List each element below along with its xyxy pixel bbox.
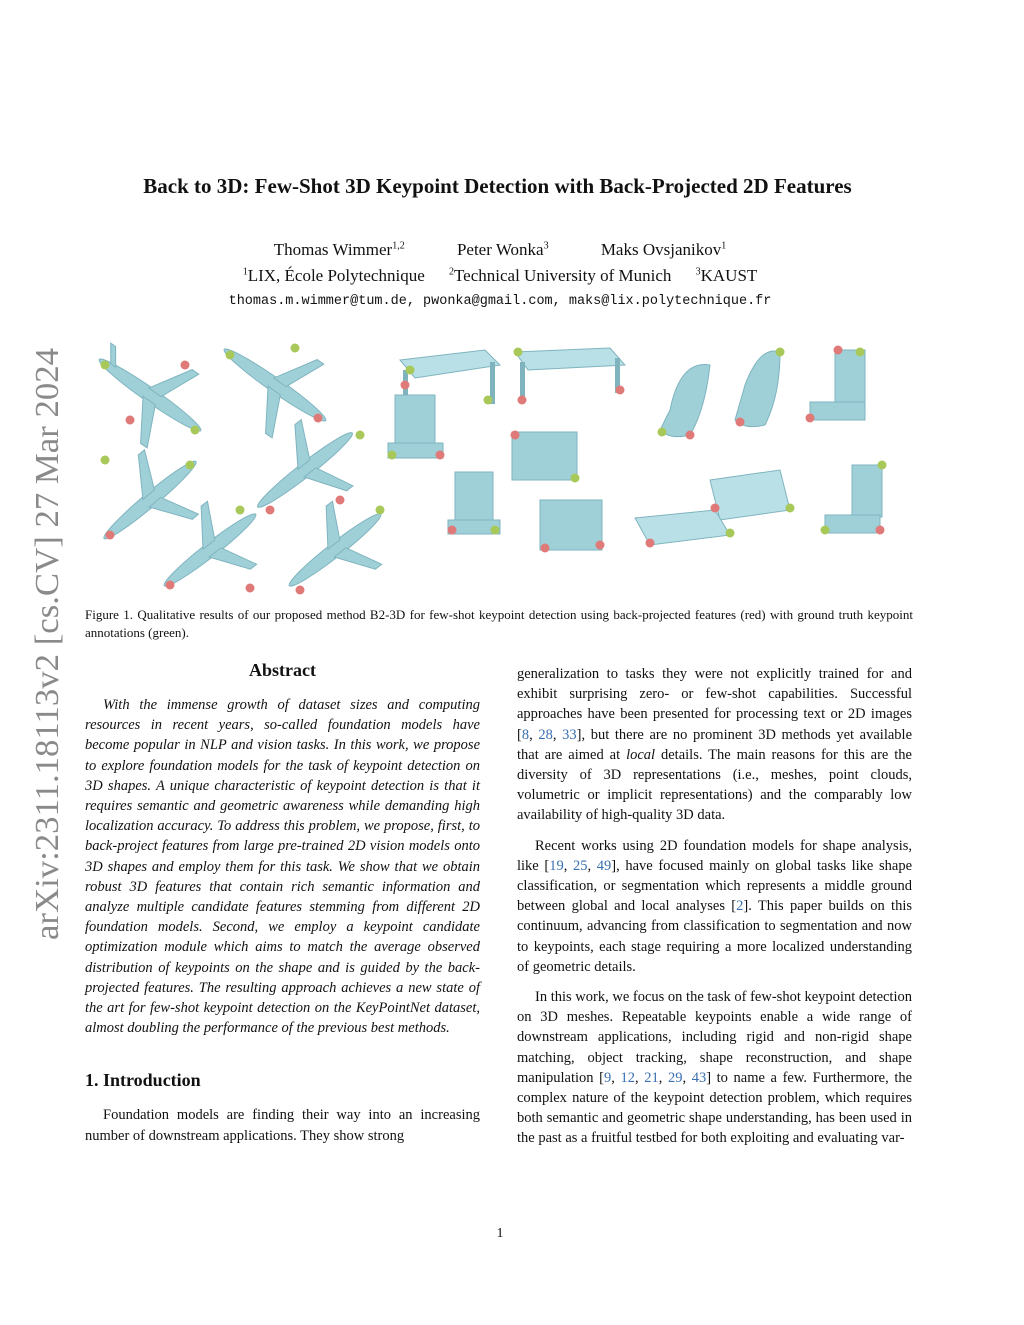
ground-truth-keypoint xyxy=(856,348,865,357)
ground-truth-keypoint xyxy=(571,474,580,483)
abstract-heading: Abstract xyxy=(249,660,316,680)
predicted-keypoint xyxy=(106,531,115,540)
predicted-keypoint xyxy=(511,431,520,440)
paper-title: Back to 3D: Few-Shot 3D Keypoint Detection with Back-Projected 2D Features xyxy=(143,174,852,198)
right-column xyxy=(517,664,912,1159)
ground-truth-keypoint xyxy=(291,344,300,353)
ground-truth-keypoint xyxy=(101,456,110,465)
citation-link[interactable]: 25 xyxy=(572,857,588,874)
citation-link[interactable]: 8 xyxy=(521,726,530,743)
author: Maks Ovsjanikov$^1$ xyxy=(600,240,727,259)
ground-truth-keypoint xyxy=(356,431,365,440)
affiliation: $^3$KAUST xyxy=(695,266,758,285)
predicted-keypoint xyxy=(181,361,190,370)
predicted-keypoint xyxy=(518,396,527,405)
intro-paragraph: generalization to tasks they were not explicitly trained for and exhibit surprising zero- or few-shot capabilities. Successful approaches have been presented for processing text or 2D images [8, 28, 33], but there are no prominent 3D methods yet available that are aimed at local details. The main reasons for this are the diversity of 3D representations (i.e., meshes, point clouds, volumetric or implicit representations) and the comparably low availability of high-quality 3D data. xyxy=(517,666,913,824)
citation-link[interactable]: 2 xyxy=(736,898,744,915)
ground-truth-keypoint xyxy=(786,504,795,513)
ground-truth-keypoint xyxy=(376,506,385,515)
ground-truth-keypoint xyxy=(406,366,415,375)
affiliation-list xyxy=(0,266,1000,286)
citation-link[interactable]: 21 xyxy=(644,1069,659,1086)
predicted-keypoint xyxy=(401,381,410,390)
citation-link[interactable]: 9 xyxy=(603,1069,612,1086)
ground-truth-keypoint xyxy=(491,526,500,535)
predicted-keypoint xyxy=(686,431,695,440)
introduction-heading: 1. Introduction xyxy=(85,1070,201,1091)
author-list xyxy=(0,240,1000,260)
page-number: 1 xyxy=(496,1226,504,1241)
chair-shapes xyxy=(388,350,882,534)
citation-link[interactable]: 19 xyxy=(549,857,564,874)
predicted-keypoint xyxy=(711,504,720,513)
predicted-keypoint xyxy=(806,414,815,423)
predicted-keypoint xyxy=(834,346,843,355)
predicted-keypoint xyxy=(596,541,605,550)
arxiv-stamp xyxy=(22,345,67,945)
affiliation: $^1$LIX, École Polytechnique xyxy=(242,266,425,285)
ground-truth-keypoint xyxy=(878,461,887,470)
citation-link[interactable]: 29 xyxy=(667,1069,683,1086)
predicted-keypoint xyxy=(646,539,655,548)
arxiv-id: arXiv:2311.18113v2 [cs.CV] 27 Mar 2024 xyxy=(29,360,66,940)
intro-paragraph: In this work, we focus on the task of few-shot keypoint detection on 3D meshes. Repeatable keypoints enable a wide range of downstream applications, including rigid and non-rigid shape matching, object tracking, shape reconstruction, and shape manipulation [9, 12, 21, 29, 43] to name a few. Furthermore, the complex nature of the keypoint detection problem, which requires both semantic and geometric shape understanding, has been used in the past as a fruitful testbed for both exploiting and evaluating var- xyxy=(517,989,913,1147)
citation-link[interactable]: 33 xyxy=(562,726,577,743)
figure-caption: Figure 1. Qualitative results of our proposed method B2-3D for few-shot keypoint detection using back-projected features (red) with ground truth keypoint annotations (green). xyxy=(85,607,913,640)
ground-truth-keypoint xyxy=(726,529,735,538)
citation-link[interactable]: 43 xyxy=(691,1069,707,1086)
predicted-keypoint xyxy=(448,526,457,535)
ground-truth-keypoint xyxy=(514,348,523,357)
citation-link[interactable]: 12 xyxy=(620,1069,635,1086)
predicted-keypoint xyxy=(736,418,745,427)
ground-truth-keypoint xyxy=(101,361,110,370)
intro-paragraph: Recent works using 2D foundation models for shape analysis, like [19, 25, 49], have focused mainly on global tasks like shape classification, or segmentation which represents a middle ground between global and local analyses [2]. This paper builds on this continuum, advancing from classification to segmentation and now to keypoints, each stage requiring a more localized understanding of geometric details. xyxy=(517,837,913,975)
affiliation: $^2$Technical University of Munich xyxy=(448,266,672,285)
predicted-keypoint xyxy=(616,386,625,395)
predicted-keypoint xyxy=(314,414,323,423)
predicted-keypoint xyxy=(296,586,305,595)
ground-truth-keypoint xyxy=(821,526,830,535)
predicted-keypoint xyxy=(541,544,550,553)
author: Thomas Wimmer$^{1,2}$ xyxy=(273,240,405,259)
ground-truth-keypoint xyxy=(191,426,200,435)
predicted-keypoint xyxy=(166,581,175,590)
author-emails: thomas.m.wimmer@tum.de, pwonka@gmail.com, maks@lix.polytechnique.fr xyxy=(228,294,772,309)
ground-truth-keypoint xyxy=(776,348,785,357)
predicted-keypoint xyxy=(266,506,275,515)
ground-truth-keypoint xyxy=(226,351,235,360)
ground-truth-keypoint xyxy=(236,506,245,515)
ground-truth-keypoint xyxy=(484,396,493,405)
ground-truth-keypoint xyxy=(658,428,667,437)
citation-link[interactable]: 28 xyxy=(538,726,553,743)
abstract-text: With the immense growth of dataset sizes and computing resources in recent years, so-called foundation models have become popular in NLP and vision tasks. In this work, we propose to explore foundation models for the task of keypoint detection on 3D shapes. A unique characteristic of keypoint detection is that it requires semantic and geometric awareness while demanding high localization accuracy. To address this problem, we propose, first, to back-project features from large pre-trained 2D vision models onto 3D shapes and employ them for this task. We show that we obtain robust 3D features that contain rich semantic information and analyze multiple candidate features stemming from different 2D foundation models. Second, we employ a keypoint candidate optimization module which aims to match the average observed distribution of keypoints on the shape and is guided by the back-projected features. The resulting approach achieves a new state of the art for few-shot keypoint detection on the KeyPointNet dataset, almost doubling the performance of the previous best methods. xyxy=(85,697,480,1037)
figure-1 xyxy=(90,340,920,600)
predicted-keypoint xyxy=(876,526,885,535)
citation-link[interactable]: 49 xyxy=(596,857,612,874)
predicted-keypoint xyxy=(126,416,135,425)
predicted-keypoint xyxy=(436,451,445,460)
intro-paragraph: Foundation models are finding their way into an increasing number of downstream applications. They show strong xyxy=(85,1107,480,1144)
ground-truth-keypoint xyxy=(388,451,397,460)
ground-truth-keypoint xyxy=(186,461,195,470)
airplane-shapes xyxy=(90,340,405,600)
predicted-keypoint xyxy=(336,496,345,505)
author: Peter Wonka$^3$ xyxy=(456,240,549,259)
predicted-keypoint xyxy=(246,584,255,593)
left-column xyxy=(85,660,480,1156)
